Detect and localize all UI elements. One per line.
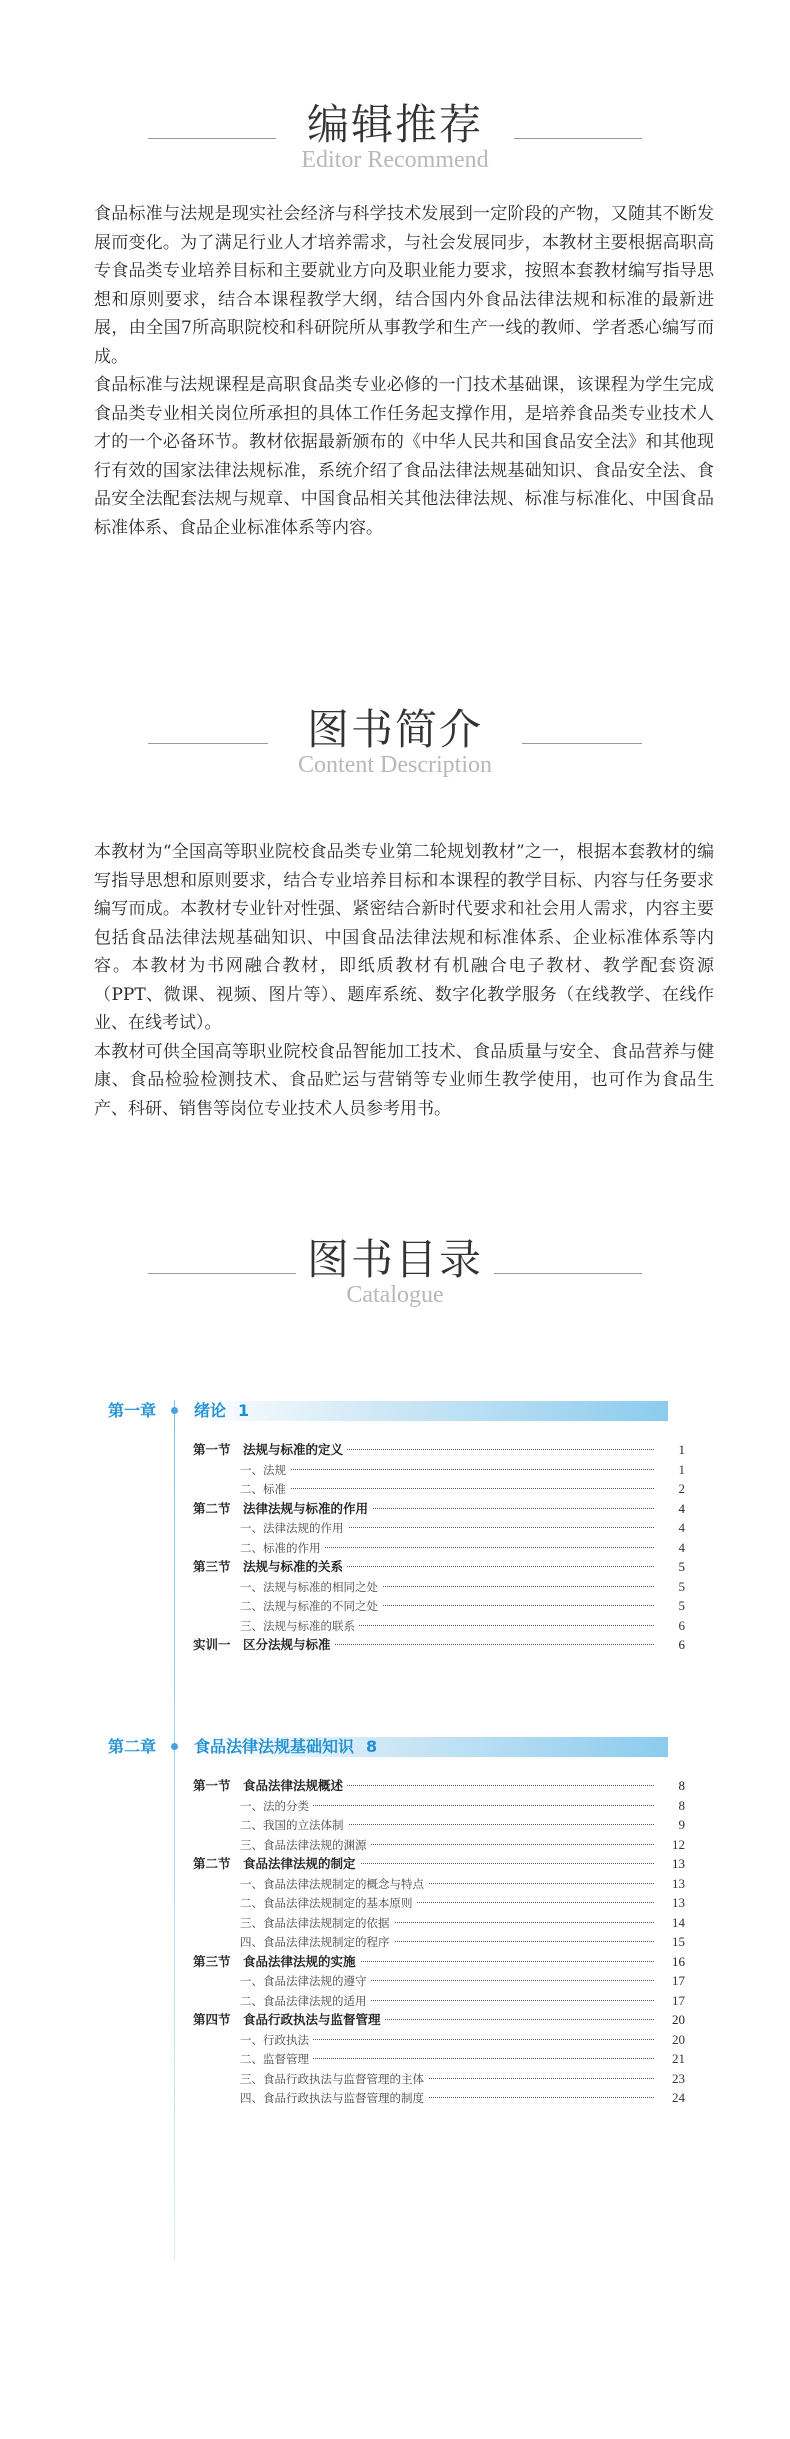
- toc-subsection-row[interactable]: [0, 1971, 790, 1991]
- editor-paragraph: 食品标准与法规是现实社会经济与科学技术发展到一定阶段的产物，又随其不断发展而变化。为了满足行业人才培养需求，与社会发展同步，本教材主要根据高职高专食品类专业培养目标和主要就业方向及职业能力要求，按照本套教材编写指导思想和原则要求，结合本课程教学大纲，结合国内外食品法律法规和标准的最新进展，由全国7所高职院校和科研院所从事教学和生产一线的教师、学者悉心编写而成。: [94, 204, 714, 367]
- subsection-label: 一、法律法规的作用: [240, 1518, 348, 1538]
- toc-section-row[interactable]: [0, 1635, 790, 1655]
- subsection-label: 一、食品法律法规制定的概念与特点: [240, 1874, 428, 1894]
- toc-subsection-row[interactable]: [0, 1835, 790, 1855]
- section-label: [193, 1952, 360, 1972]
- section-label: [193, 1557, 347, 1577]
- subsection-label: 四、食品行政执法与监督管理的制度: [240, 2088, 428, 2108]
- toc-subsection-row[interactable]: [0, 1479, 790, 1499]
- section-label: [193, 1776, 347, 1796]
- content-description-subtitle: Content Description: [298, 752, 492, 778]
- catalogue-title: 图书目录: [306, 1235, 483, 1284]
- subsection-label: 一、食品法律法规的遵守: [240, 1971, 371, 1991]
- content-description-title: 图书简介: [306, 705, 483, 754]
- page-number: 12: [655, 1835, 685, 1855]
- toc-section-row[interactable]: [0, 1440, 790, 1460]
- section-title: 法规与标准的定义: [243, 1442, 344, 1457]
- page-number: 5: [655, 1596, 685, 1616]
- chapter-title-text: 绪论: [194, 1401, 227, 1420]
- section-label: [193, 1499, 372, 1519]
- dot-leader: [244, 1469, 674, 1470]
- subsection-label: 三、法规与标准的联系: [240, 1616, 359, 1636]
- toc-subsection-row[interactable]: [0, 1796, 790, 1816]
- toc-subsection-row[interactable]: [0, 1596, 790, 1616]
- page-number: 17: [655, 1991, 685, 2011]
- subsection-label: 一、法规与标准的相同之处: [240, 1577, 382, 1597]
- subsection-label: 三、食品法律法规制定的依据: [240, 1913, 394, 1933]
- page-number: 17: [655, 1971, 685, 1991]
- toc-subsection-row[interactable]: [0, 1577, 790, 1597]
- toc-subsection-row[interactable]: [0, 2049, 790, 2069]
- toc-subsection-row[interactable]: [0, 1932, 790, 1952]
- page-number: 14: [655, 1913, 685, 1933]
- toc-subsection-row[interactable]: [0, 1815, 790, 1835]
- page-number: 8: [655, 1776, 685, 1796]
- page-number: 4: [655, 1499, 685, 1519]
- toc-section-row[interactable]: [0, 1557, 790, 1577]
- section-title: 食品行政执法与监督管理: [243, 2012, 381, 2027]
- subsection-label: 二、标准: [240, 1479, 290, 1499]
- page-number: 5: [655, 1577, 685, 1597]
- toc-section-row[interactable]: [0, 1499, 790, 1519]
- page-number: 6: [655, 1635, 685, 1655]
- chapter-title: [194, 1400, 249, 1422]
- subsection-label: 二、法规与标准的不同之处: [240, 1596, 382, 1616]
- subsection-label: 二、食品法律法规的适用: [240, 1991, 371, 2011]
- section-number: 第三节: [193, 1953, 231, 1969]
- toc-section-row[interactable]: [0, 2010, 790, 2030]
- page-number: 5: [655, 1557, 685, 1577]
- page-number: 4: [655, 1538, 685, 1558]
- toc-subsection-row[interactable]: [0, 1518, 790, 1538]
- chapter-number: 第一章: [108, 1401, 157, 1420]
- section-label: [193, 2010, 385, 2030]
- page-number: 16: [655, 1952, 685, 1972]
- subsection-label: 三、食品法律法规的渊源: [240, 1835, 371, 1855]
- editor-recommend-title: 编辑推荐: [306, 100, 483, 149]
- page-number: 13: [655, 1893, 685, 1913]
- editor-recommend-header: [0, 100, 790, 180]
- chapter-heading[interactable]: [0, 1400, 790, 1422]
- dot-leader: [244, 1488, 674, 1489]
- intro-paragraph: 本教材为“全国高等职业院校食品类专业第二轮规划教材”之一，根据本套教材的编写指导思想和原则要求，结合专业培养目标和本课程的教学目标、内容与任务要求编写而成。本教材专业针对性强、紧密结合新时代要求和社会用人需求，内容主要包括食品法律法规基础知识、中国食品法律法规和标准体系、企业标准体系等内容。本教材为书网融合教材，即纸质教材有机融合电子教材、教学配套资源（PPT、微课、视频、图片等）、题库系统、数字化教学服务（在线教学、在线作业、在线考试）。: [94, 842, 714, 1033]
- toc-subsection-row[interactable]: [0, 1893, 790, 1913]
- section-number: 第二节: [193, 1500, 231, 1516]
- subsection-label: 三、食品行政执法与监督管理的主体: [240, 2069, 428, 2089]
- section-number: 第二节: [193, 1856, 231, 1871]
- chapter-bar: [188, 1401, 668, 1421]
- subsection-label: 二、我国的立法体制: [240, 1815, 348, 1835]
- section-label: [193, 1854, 360, 1874]
- page-number: 21: [655, 2049, 685, 2069]
- page-number: 20: [655, 2010, 685, 2030]
- subsection-label: 一、法规: [240, 1460, 290, 1480]
- subsection-label: 一、法的分类: [240, 1796, 313, 1816]
- chapter-number: 第二章: [108, 1737, 157, 1756]
- subsection-label: 二、标准的作用: [240, 1538, 325, 1558]
- section-number: 实训一: [193, 1637, 231, 1652]
- catalogue-subtitle: Catalogue: [346, 1282, 444, 1308]
- section-title: 食品法律法规的制定: [243, 1856, 356, 1871]
- subsection-label: 二、食品法律法规制定的基本原则: [240, 1893, 417, 1913]
- chapter-page: 8: [366, 1737, 378, 1756]
- table-of-contents: [0, 1400, 790, 2360]
- page-number: 1: [655, 1460, 685, 1480]
- content-description-header: [0, 705, 790, 785]
- section-title: 食品法律法规的实施: [243, 1953, 356, 1969]
- editor-recommend-subtitle: Editor Recommend: [301, 147, 489, 173]
- page-number: 13: [655, 1854, 685, 1874]
- section-number: 第一节: [193, 1442, 231, 1457]
- section-label: [193, 1440, 347, 1460]
- page-number: 4: [655, 1518, 685, 1538]
- chapter-title: [194, 1736, 377, 1758]
- toc-subsection-row[interactable]: [0, 1616, 790, 1636]
- toc-subsection-row[interactable]: [0, 2088, 790, 2108]
- toc-subsection-row[interactable]: [0, 1460, 790, 1480]
- toc-subsection-row[interactable]: [0, 2030, 790, 2050]
- subsection-label: 一、行政执法: [240, 2030, 313, 2050]
- chapter-page: 1: [238, 1401, 250, 1420]
- section-title: 食品法律法规概述: [243, 1778, 344, 1793]
- editor-paragraph: 食品标准与法规课程是高职食品类专业必修的一门技术基础课，该课程为学生完成食品类专业相关岗位所承担的具体工作任务起支撑作用，是培养食品类专业技术人才的一个必备环节。教材依据最新颁布的《中华人民共和国食品安全法》和其他现行有效的国家法律法规标准，系统介绍了食品法律法规基础知识、食品安全法、食品安全法配套法规与规章、中国食品相关其他法律法规、标准与标准化、中国食品标准体系、食品企业标准体系等内容。: [94, 375, 714, 538]
- toc-subsection-row[interactable]: [0, 1538, 790, 1558]
- subsection-label: 二、监督管理: [240, 2049, 313, 2069]
- toc-subsection-row[interactable]: [0, 2069, 790, 2089]
- page-number: 1: [655, 1440, 685, 1460]
- subsection-label: 四、食品法律法规制定的程序: [240, 1932, 394, 1952]
- toc-subsection-row[interactable]: [0, 1913, 790, 1933]
- page-number: 2: [655, 1479, 685, 1499]
- toc-subsection-row[interactable]: [0, 1991, 790, 2011]
- intro-paragraph: 本教材可供全国高等职业院校食品智能加工技术、食品质量与安全、食品营养与健康、食品检验检测技术、食品贮运与营销等专业师生教学使用，也可作为食品生产、科研、销售等岗位专业技术人员参考用书。: [94, 1041, 714, 1119]
- chapter-title-text: 食品法律法规基础知识: [194, 1737, 355, 1756]
- catalogue-header: [0, 1235, 790, 1315]
- section-number: 第一节: [193, 1778, 231, 1793]
- page-number: 8: [655, 1796, 685, 1816]
- toc-section-row[interactable]: [0, 1776, 790, 1796]
- page-number: 20: [655, 2030, 685, 2050]
- page-number: 13: [655, 1874, 685, 1894]
- page-number: 6: [655, 1616, 685, 1636]
- section-label: [193, 1635, 335, 1655]
- toc-subsection-row[interactable]: [0, 1874, 790, 1894]
- editor-recommend-body: [94, 200, 714, 542]
- page-number: 9: [655, 1815, 685, 1835]
- page-number: 24: [655, 2088, 685, 2108]
- section-number: 第三节: [193, 1559, 231, 1574]
- chapter-heading[interactable]: [0, 1736, 790, 1758]
- section-number: 第四节: [193, 2012, 231, 2027]
- section-title: 法规与标准的关系: [243, 1559, 344, 1574]
- section-title: 法律法规与标准的作用: [243, 1500, 369, 1516]
- toc-section-row[interactable]: [0, 1952, 790, 1972]
- content-description-body: [94, 838, 714, 1123]
- section-title: 区分法规与标准: [243, 1637, 331, 1652]
- page-number: 15: [655, 1932, 685, 1952]
- page-number: 23: [655, 2069, 685, 2089]
- toc-section-row[interactable]: [0, 1854, 790, 1874]
